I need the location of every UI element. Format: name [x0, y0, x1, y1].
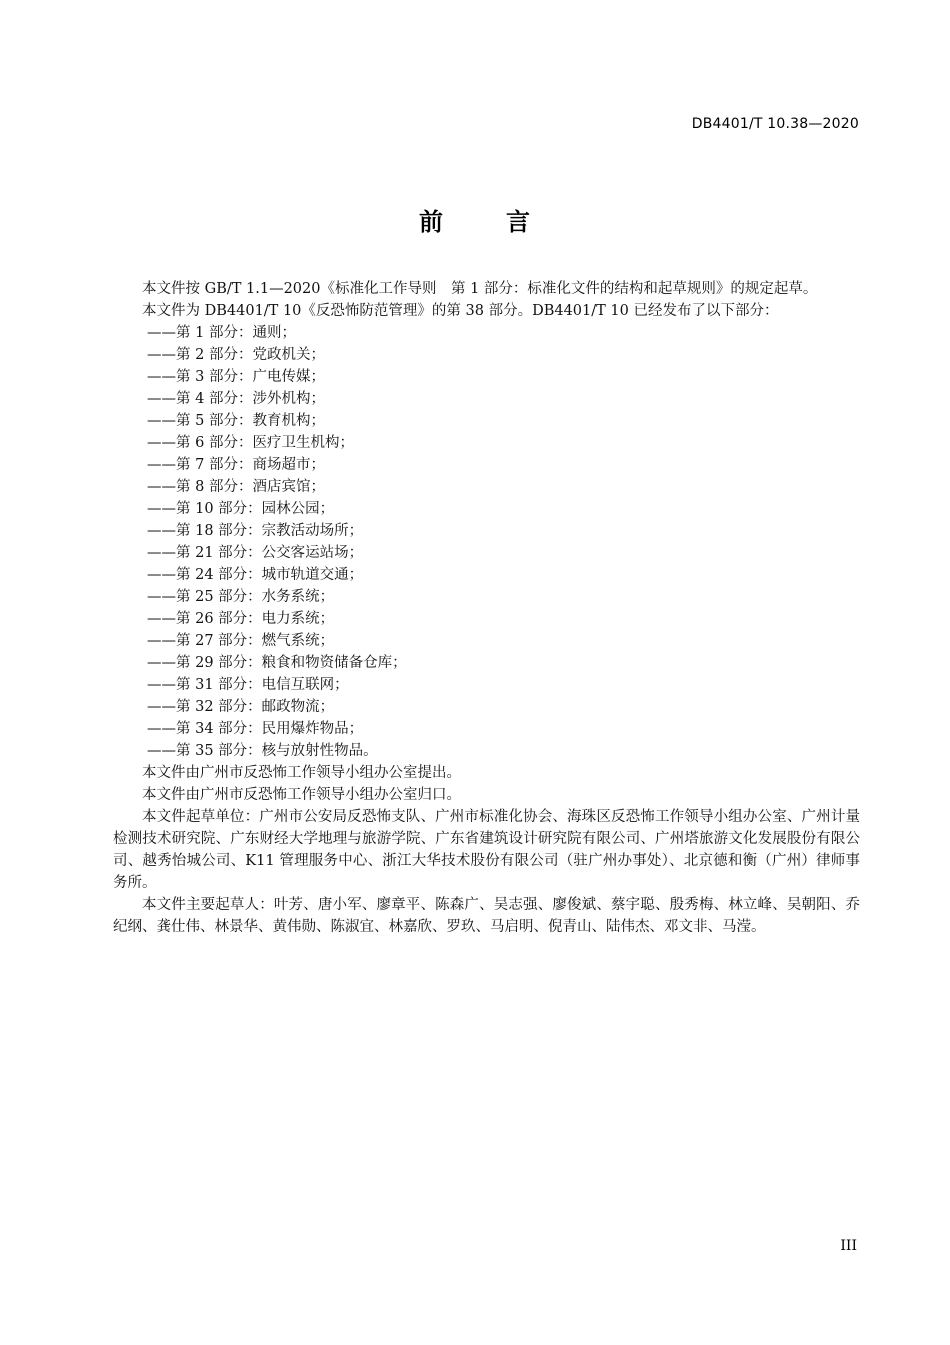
- list-item: ——第 1 部分：通则；: [147, 325, 296, 341]
- list-item: ——第 32 部分：邮政物流；: [147, 699, 335, 715]
- title-char-1: 前: [419, 208, 444, 236]
- list-item: ——第 29 部分：粮食和物资储备仓库；: [147, 655, 407, 671]
- list-item: ——第 3 部分：广电传媒；: [147, 369, 325, 385]
- series-paragraph: 本文件为 DB4401/T 10《反恐怖防范管理》的第 38 部分。DB4401/T 10 已经发布了以下部分：: [142, 303, 779, 319]
- list-item: ——第 24 部分：城市轨道交通；: [147, 567, 364, 583]
- foreword-body: [113, 278, 860, 938]
- list-item: ——第 18 部分：宗教活动场所；: [147, 523, 364, 539]
- list-item: ——第 2 部分：党政机关；: [147, 347, 325, 363]
- page-title: [0, 202, 950, 237]
- document-code: DB4401/T 10.38—2020: [691, 116, 859, 132]
- list-item: ——第 35 部分：核与放射性物品。: [147, 743, 378, 759]
- drafting-units-paragraph: 本文件起草单位：广州市公安局反恐怖支队、广州市标准化协会、海珠区反恐怖工作领导小组办公室、广州计量检测技术研究院、广东财经大学地理与旅游学院、广东省建筑设计研究院有限公司、广州塔旅游文化发展股份有限公司、越秀怡城公司、K11 管理服务中心、浙江大华技术股份有限公司（驻广州办事处）、北京德和衡（广州）律师事务所。: [113, 809, 860, 891]
- page-number: III: [840, 1238, 857, 1254]
- list-item: ——第 5 部分：教育机构；: [147, 413, 325, 429]
- list-item: ——第 31 部分：电信互联网；: [147, 677, 349, 693]
- list-item: ——第 7 部分：商场超市；: [147, 457, 325, 473]
- intro-paragraph: 本文件按 GB/T 1.1—2020《标准化工作导则 第 1 部分：标准化文件的结构和起草规则》的规定起草。: [142, 281, 818, 297]
- list-item: ——第 34 部分：民用爆炸物品；: [147, 721, 364, 737]
- list-item: ——第 8 部分：酒店宾馆；: [147, 479, 325, 495]
- list-item: ——第 6 部分：医疗卫生机构；: [147, 435, 354, 451]
- list-item: ——第 10 部分：园林公园；: [147, 501, 335, 517]
- list-item: ——第 27 部分：燃气系统；: [147, 633, 335, 649]
- list-item: ——第 4 部分：涉外机构；: [147, 391, 325, 407]
- managed-by-paragraph: 本文件由广州市反恐怖工作领导小组办公室归口。: [142, 787, 461, 803]
- proposed-by-paragraph: 本文件由广州市反恐怖工作领导小组办公室提出。: [142, 765, 461, 781]
- drafters-paragraph: 本文件主要起草人：叶芳、唐小军、廖章平、陈森广、吴志强、廖俊斌、蔡宇聪、殷秀梅、林立峰、吴朝阳、乔纪纲、龚仕伟、林景华、黄伟勋、陈淑宜、林嘉欣、罗玖、马启明、倪青山、陆伟杰、邓文非、马滢。: [113, 897, 860, 935]
- list-item: ——第 21 部分：公交客运站场；: [147, 545, 364, 561]
- list-item: ——第 26 部分：电力系统；: [147, 611, 335, 627]
- parts-list: [113, 322, 860, 762]
- list-item: ——第 25 部分：水务系统；: [147, 589, 335, 605]
- title-char-2: 言: [506, 208, 531, 236]
